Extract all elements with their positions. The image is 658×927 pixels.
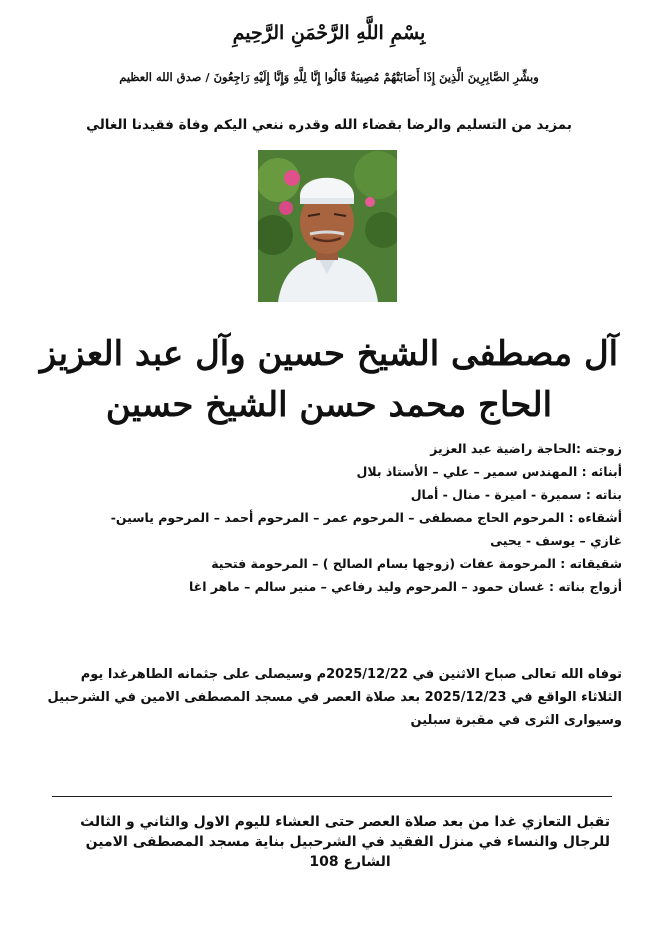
quran-verse: وبشِّرِ الصَّابِرِينَ الَّذِينَ إِذَا أَصَابَتْهُمْ مُصِيبَةٌ قَالُوا إِنَّا لِلَّهِ وَإِنَّا إِلَيْهِ رَاجِعُونَ / صدق الله العظيم bbox=[119, 70, 539, 84]
relatives-daughters: بناته : سميرة - اميرة - منال - أمال bbox=[410, 487, 622, 502]
section-divider bbox=[52, 796, 612, 797]
condolence-street: الشارع 108 bbox=[309, 854, 391, 870]
announcement-line: وسيوارى الثرى في مقبرة سبلين bbox=[410, 713, 622, 728]
intro-line: بمزيد من التسليم والرضا بقضاء الله وقدره ننعي اليكم وفاة فقيدنا الغالي bbox=[86, 117, 572, 133]
condolence-info bbox=[30, 812, 610, 872]
portrait-image bbox=[258, 150, 397, 302]
relatives-wife: زوجته :الحاجة راضية عبد العزيز bbox=[430, 441, 622, 456]
relatives-brothers: أشقاءه : المرحوم الحاج مصطفى – المرحوم عمر – المرحوم أحمد – المرحوم ياسين- bbox=[110, 510, 622, 525]
relatives-sisters: شقيقاته : المرحومة عفات (زوجها بسام الصالح ) – المرحومة فتحية bbox=[211, 556, 622, 571]
relatives-brothers-cont: غازي – يوسف - يحيى bbox=[490, 533, 622, 548]
deceased-name: الحاج محمد حسن الشيخ حسين bbox=[105, 385, 553, 425]
condolence-line: للرجال والنساء في منزل الفقيد في الشرحبيل بناية مسجد المصطفى الامين bbox=[85, 834, 610, 850]
family-names: آل مصطفى الشيخ حسين وآل عبد العزيز bbox=[39, 334, 619, 374]
relatives-list bbox=[42, 437, 622, 598]
condolence-line: تقبل التعازي غدا من بعد صلاة العصر حتى العشاء لليوم الاول والثاني و الثالث bbox=[80, 814, 610, 830]
deceased-photo bbox=[258, 150, 397, 302]
basmala: بِسْمِ اللَّهِ الرَّحْمَنِ الرَّحِيمِ bbox=[232, 22, 426, 44]
relatives-sons-in-law: أزواج بناته : غسان حمود – المرحوم وليد رفاعي – منير سالم – ماهر اغا bbox=[188, 579, 622, 594]
announcement-line: الثلاثاء الواقع في 2025/12/23 بعد صلاة العصر في مسجد المصطفى الامين في الشرحبيل bbox=[47, 690, 622, 705]
relatives-sons: أبنائه : المهندس سمير – علي – الأستاذ بلال bbox=[356, 464, 622, 479]
death-announcement bbox=[32, 663, 622, 732]
announcement-line: توفاه الله تعالى صباح الاثنين في 2025/12/22م وسيصلى على جثمانه الطاهرغدا يوم bbox=[80, 667, 622, 682]
